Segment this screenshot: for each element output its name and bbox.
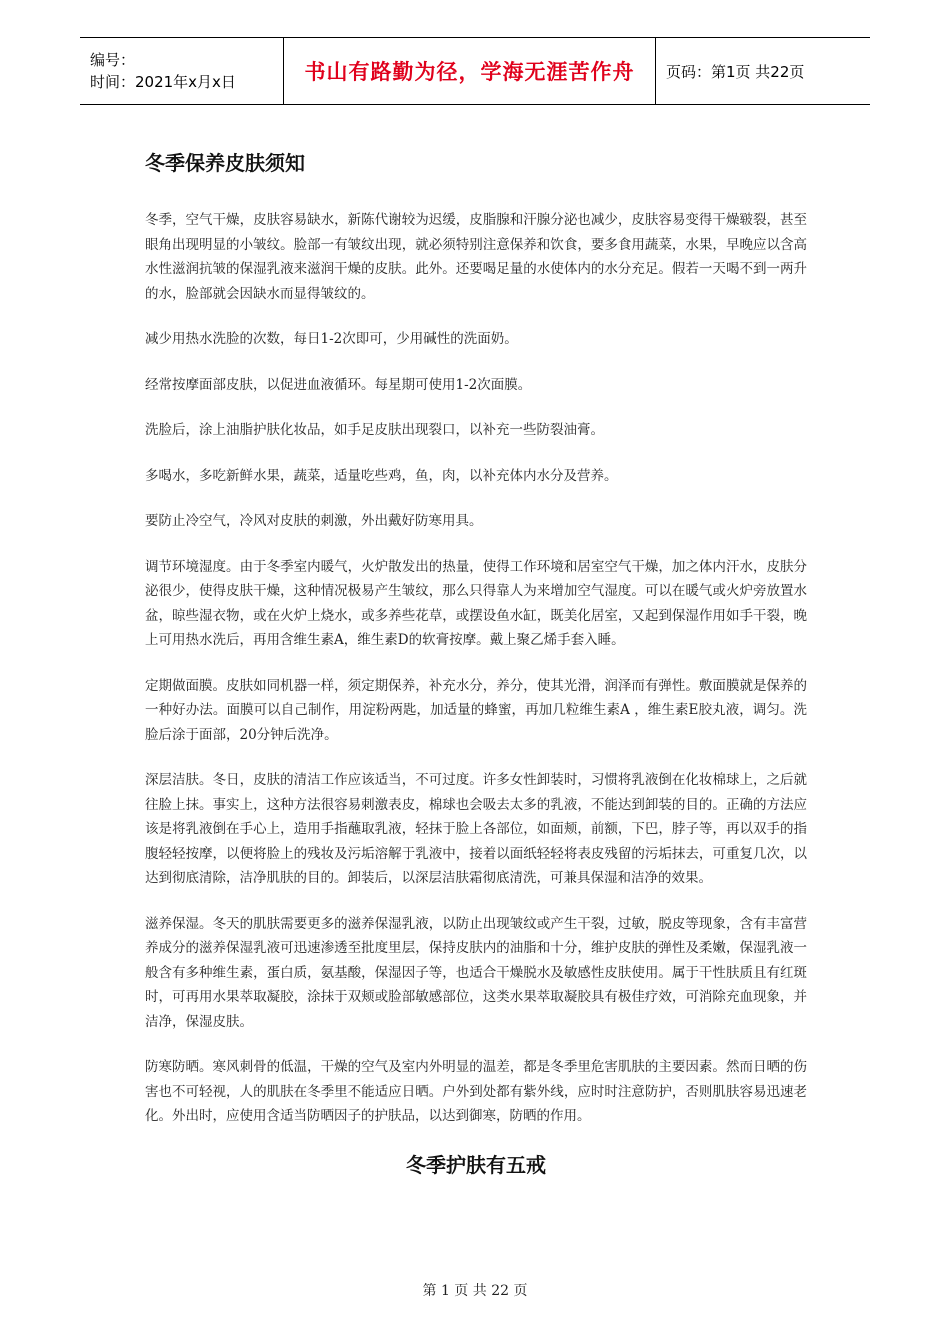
paragraph: 防寒防晒。寒风刺骨的低温，干燥的空气及室内外明显的温差，都是冬季里危害肌肤的主要因素。然而日晒的伤害也不可轻视，人的肌肤在冬季里不能适应日晒。户外到处都有紫外线，应时时注意防护，否则肌肤容易迅速老化。外出时，应使用含适当防晒因子的护肤品，以达到御寒，防晒的作用。 <box>145 1059 807 1124</box>
paragraph: 多喝水，多吃新鲜水果，蔬菜，适量吃些鸡，鱼，肉，以补充体内水分及营养。 <box>145 467 618 484</box>
document-body <box>145 148 807 1180</box>
paragraph: 冬季，空气干燥，皮肤容易缺水，新陈代谢较为迟缓，皮脂腺和汗腺分泌也减少，皮肤容易变得干燥皲裂，甚至眼角出现明显的小皱纹。脸部一有皱纹出现，就必须特别注意保养和饮食，要多食用蔬菜，水果，早晚应以含高水性滋润抗皱的保湿乳液来滋润干燥的皮肤。此外。还要喝足量的水使体内的水分充足。假若一天喝不到一两升的水，脸部就会因缺水而显得皱纹的。 <box>145 212 807 302</box>
paragraph: 滋养保湿。冬天的肌肤需要更多的滋养保湿乳液，以防止出现皱纹或产生干裂，过敏，脱皮等现象，含有丰富营养成分的滋养保湿乳液可迅速渗透至批度里层，保持皮肤内的油脂和十分，维护皮肤的弹性及柔嫩，保湿乳液一般含有多种维生素，蛋白质，氨基酸，保湿因子等，也适合干燥脱水及敏感性皮肤使用。属于干性肤质且有红斑时，可再用水果萃取凝胶，涂抹于双颊或脸部敏感部位，这类水果萃取凝胶具有极佳疗效，可消除充血现象，并洁净，保湿皮肤。 <box>145 915 807 1030</box>
paragraph: 深层洁肤。冬日，皮肤的清洁工作应该适当，不可过度。许多女性卸装时，习惯将乳液倒在化妆棉球上，之后就往脸上抹。事实上，这种方法很容易刺激表皮，棉球也会吸去太多的乳液，不能达到卸装的目的。正确的方法应该是将乳液倒在手心上，造用手指蘸取乳液，轻抹于脸上各部位，如面颊，前额，下巴，脖子等，再以双手的指腹轻轻按摩，以便将脸上的残妆及污垢溶解于乳液中，接着以面纸轻轻将表皮残留的污垢抹去，可重复几次，以达到彻底清除，洁净肌肤的目的。卸装后，以深层洁肤霜彻底清洗，可兼具保湿和洁净的效果。 <box>145 772 807 886</box>
date-label: 时间：2021年x月x日 <box>90 73 236 91</box>
paragraph: 要防止冷空气，冷风对皮肤的刺激，外出戴好防寒用具。 <box>145 513 483 529</box>
header-table <box>80 37 870 105</box>
document-title: 冬季保养皮肤须知 <box>145 151 305 175</box>
page-footer: 第 1 页 共 22 页 <box>422 1283 528 1299</box>
paragraph: 调节环境湿度。由于冬季室内暖气，火炉散发出的热量，使得工作环境和居室空气干燥，加之体内汗水，皮肤分泌很少，使得皮肤干燥，这种情况极易产生皱纹，那么只得靠人为来增加空气湿度。可以在暖气或火炉旁放置水盆，晾些湿衣物，或在火炉上烧水，或多养些花草，或摆设鱼水缸，既美化居室，又起到保湿作用如手干裂，晚上可用热水洗后，再用含维生素A，维生素D的软膏按摩。戴上聚乙烯手套入睡。 <box>145 558 807 648</box>
paragraph: 定期做面膜。皮肤如同机器一样，须定期保养，补充水分，养分，使其光滑，润泽而有弹性。敷面膜就是保养的一种好办法。面膜可以自己制作，用淀粉两匙，加适量的蜂蜜，再加几粒维生素A ，维生素E胶丸液，调匀。洗脸后涂于面部，20分钟后洗净。 <box>145 677 807 743</box>
code-label: 编号： <box>90 51 136 69</box>
section-title: 冬季护肤有五戒 <box>406 1152 546 1177</box>
header-meta <box>80 38 283 104</box>
paragraph: 洗脸后，涂上油脂护肤化妆品，如手足皮肤出现裂口，以补充一些防裂油膏。 <box>145 422 604 438</box>
paragraph: 经常按摩面部皮肤，以促进血液循环。每星期可使用1-2次面膜。 <box>145 376 532 393</box>
header-page-label: 页码：第1页 共22页 <box>666 62 805 81</box>
header-motto: 书山有路勤为径，学海无涯苦作舟 <box>283 38 656 104</box>
paragraph: 减少用热水洗脸的次数，每日1-2次即可，少用碱性的洗面奶。 <box>145 331 518 347</box>
